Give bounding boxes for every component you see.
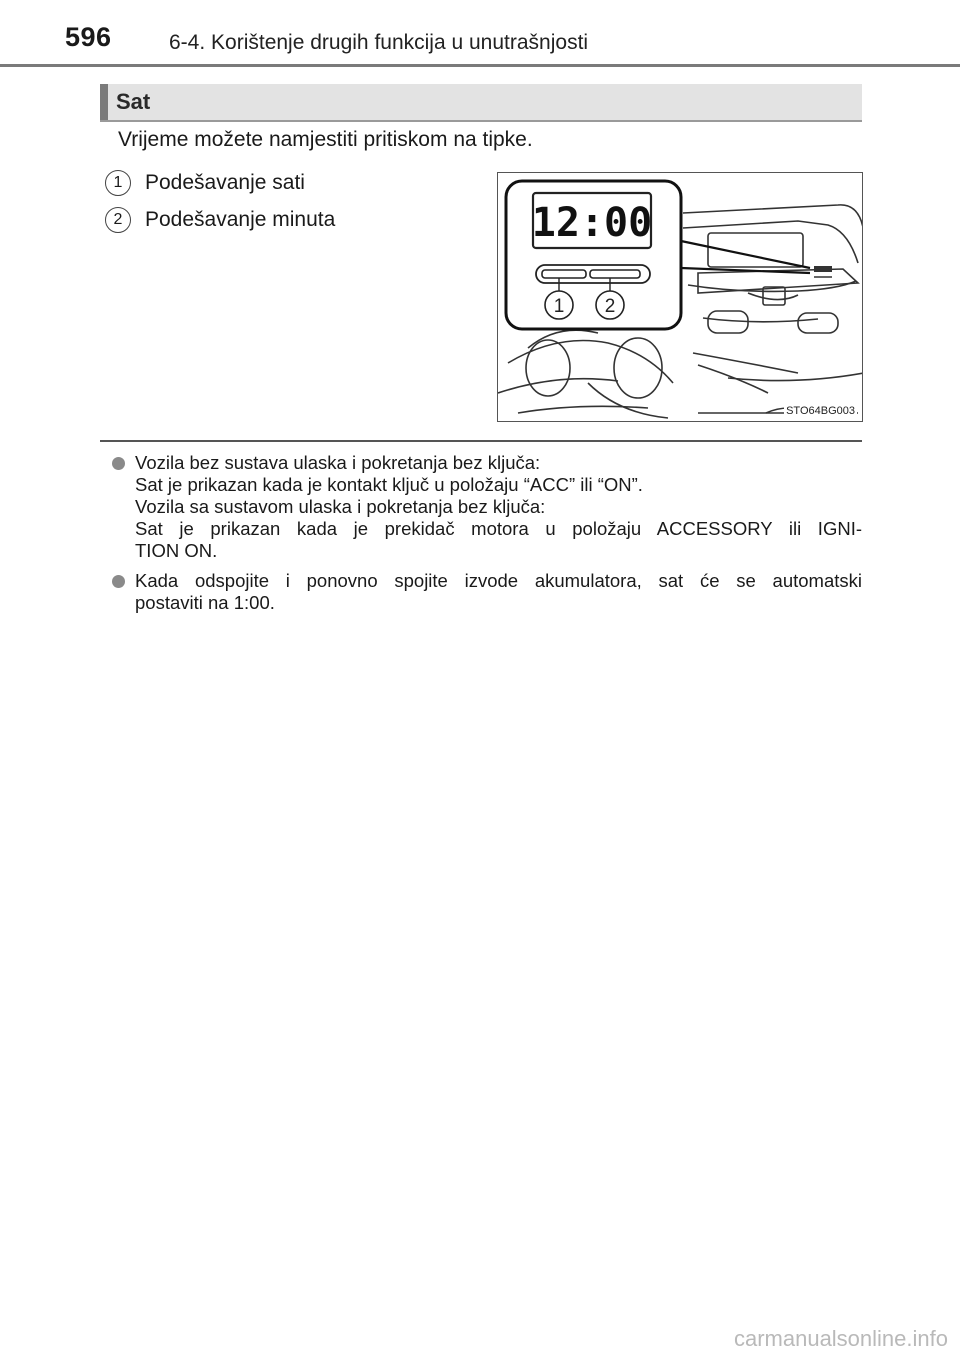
figure-code: STO64BG003 [786, 405, 855, 417]
step-label: Podešavanje sati [145, 171, 305, 194]
intro-text: Vrijeme možete namjestiti pritiskom na tipke. [118, 128, 533, 151]
section-title: Sat [116, 89, 151, 114]
note-line: Sat je prikazan kada je prekidač motora u položaju ACCESSORY ili IGNI- [135, 518, 862, 539]
hour-button [542, 270, 586, 278]
note-line: Kada odspojite i ponovno spojite izvode akumulatora, sat će se automatski [135, 570, 862, 591]
note-line: TION ON. [135, 540, 218, 561]
minute-button [590, 270, 640, 278]
page-number: 596 [65, 22, 112, 52]
note-item [112, 452, 862, 562]
clock-display: 12:00 [531, 200, 653, 246]
note-line: Sat je prikazan kada je kontakt ključ u položaju “ACC” ili “ON”. [135, 474, 643, 495]
running-header: 6-4. Korištenje drugih funkcija u unutrašnjosti [169, 31, 589, 54]
dashboard-drawing [498, 173, 863, 422]
header-rule [0, 64, 960, 67]
notes [112, 452, 862, 622]
note-line: Vozila sa sustavom ulaska i pokretanja bez ključa: [135, 496, 546, 517]
watermark: carmanualsonline.info [733, 1326, 948, 1351]
bullet-icon [112, 457, 125, 470]
note-line: Vozila bez sustava ulaska i pokretanja bez ključa: [135, 452, 541, 473]
step-minutes [105, 207, 335, 233]
section-header [100, 84, 862, 122]
note-item [112, 570, 862, 614]
step-label: Podešavanje minuta [145, 208, 336, 231]
step-number: 2 [105, 207, 131, 233]
bullet-icon [112, 575, 125, 588]
step-number: 1 [105, 170, 131, 196]
step-hours [105, 170, 305, 196]
notes-divider [100, 440, 862, 442]
callout-1-label: 1 [553, 296, 565, 317]
note-line: postaviti na 1:00. [135, 592, 275, 613]
clock-illustration [497, 172, 863, 422]
callout-2-label: 2 [604, 296, 616, 317]
section-accent [100, 84, 108, 120]
